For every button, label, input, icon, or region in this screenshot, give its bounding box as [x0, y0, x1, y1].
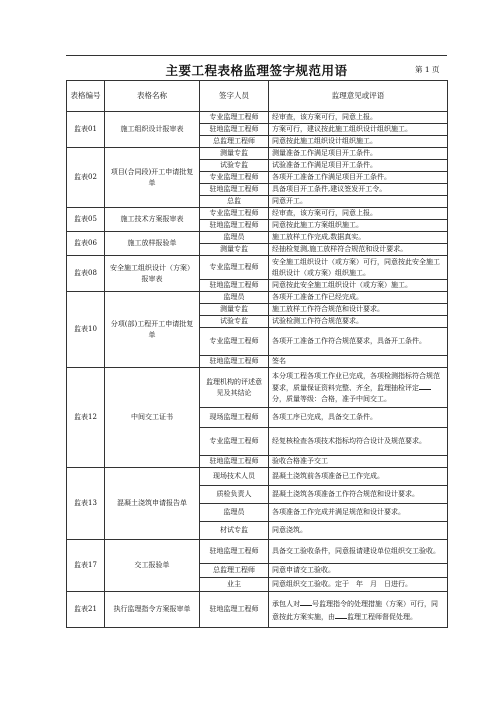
table-header-row	[67, 81, 448, 112]
opinion-text: 承包人对	[272, 600, 300, 608]
opinion: 方案可行，建议按此施工组织设计组织施工。	[269, 124, 448, 136]
signer: 总监理工程师	[200, 564, 269, 578]
opinion: 具备交工验收条件，同意报请建设单位组织交工验收。	[269, 540, 448, 564]
signer: 总监	[200, 196, 269, 208]
header-rule	[66, 55, 447, 56]
signer: 专业监理工程师	[200, 428, 269, 456]
form-code: 监表08	[67, 256, 105, 292]
form-code: 监表13	[67, 468, 105, 540]
form-name: 混凝土浇筑申请报告单	[105, 468, 200, 540]
signer: 试验专监	[200, 316, 269, 328]
opinion: 经审查，该方案可行，同意上报。	[269, 208, 448, 220]
opinion: 混凝土浇筑各项准备工作符合规范和设计要求。	[269, 486, 448, 504]
column-header-name: 表格名称	[105, 81, 200, 112]
opinion-text: 监理工程师督促处理。	[347, 612, 417, 621]
opinion: 同意组织交工验收。定于 年 月 日进行。	[269, 578, 448, 592]
table-row	[67, 112, 448, 124]
opinion: 试验准备工作满足项目开工条件。	[269, 160, 448, 172]
signer: 业主	[200, 578, 269, 592]
form-name: 施工放样报验单	[105, 232, 200, 256]
table-row	[67, 148, 448, 160]
form-code: 监表05	[67, 208, 105, 232]
opinion: 测量准备工作满足项目开工条件。	[269, 148, 448, 160]
opinion: 施工放样工作完成,数据真实。	[269, 232, 448, 244]
fill-blank	[300, 597, 312, 606]
fill-blank	[419, 381, 431, 390]
table-row	[67, 468, 448, 486]
page-title: 主要工程表格监理签字规范用语	[165, 63, 348, 78]
opinion: 混凝土浇筑前各项准备已工作完成。	[269, 468, 448, 486]
signer: 专业监理工程师	[200, 172, 269, 184]
signer: 监理机构的评述意见及其结论	[200, 368, 269, 408]
table-row	[67, 256, 448, 280]
form-code: 监表17	[67, 540, 105, 592]
signature-table	[66, 80, 448, 628]
opinion: 同意开工。	[269, 196, 448, 208]
opinion: 验收合格准予交工	[269, 456, 448, 468]
opinion: 具备项目开工条件,建议签发开工令。	[269, 184, 448, 196]
signer: 材试专监	[200, 522, 269, 540]
signer: 现场技术人员	[200, 468, 269, 486]
form-code: 监表21	[67, 592, 105, 628]
signer: 专业监理工程师	[200, 208, 269, 220]
signer: 驻地监理工程师	[200, 592, 269, 628]
fill-blank	[335, 610, 347, 619]
opinion: 同意浇筑。	[269, 522, 448, 540]
form-code: 监表06	[67, 232, 105, 256]
table-row	[67, 292, 448, 304]
signer: 驻地监理工程师	[200, 456, 269, 468]
signer: 现场监理工程师	[200, 408, 269, 428]
opinion: 施工放样工作符合规范和设计要求。	[269, 304, 448, 316]
signer: 质检负责人	[200, 486, 269, 504]
signer: 驻地监理工程师	[200, 540, 269, 564]
form-code: 监表01	[67, 112, 105, 148]
signer: 专业监理工程师	[200, 256, 269, 280]
opinion: 安全施工组织设计（或方案）可行，同意按此安全施工组织设计（或方案）组织施工。	[269, 256, 448, 280]
form-code: 监表02	[67, 148, 105, 208]
signer: 测量专监	[200, 244, 269, 256]
opinion: 试验检测工作符合规范要求。	[269, 316, 448, 328]
column-header-signer: 签字人员	[200, 81, 269, 112]
opinion: 经抽检复测,施工放样符合规范和设计要求。	[269, 244, 448, 256]
table-row	[67, 592, 448, 628]
opinion: 同意申请交工验收。	[269, 564, 448, 578]
opinion: 各项工序已完成，具备交工条件。	[269, 408, 448, 428]
opinion: 各项开工准备工作符合规范要求，具备开工条件。	[269, 328, 448, 356]
page-number: 第 1 页	[415, 65, 440, 74]
signer: 驻地监理工程师	[200, 280, 269, 292]
form-name: 施工技术方案报审表	[105, 208, 200, 232]
form-name: 分项(部)工程开工申请批复单	[105, 292, 200, 368]
signer: 试验专监	[200, 160, 269, 172]
table-row	[67, 232, 448, 244]
form-name: 中间交工证书	[105, 368, 200, 468]
opinion: 各项准备工作完成并满足规范和设计要求。	[269, 504, 448, 522]
opinion-text: 号监理指令的处理措施（方案）可行，同意按此方案实施，由	[272, 600, 438, 621]
signer: 总监理工程师	[200, 136, 269, 148]
opinion: 各项开工准备工作已经完成。	[269, 292, 448, 304]
signer: 专业监理工程师	[200, 328, 269, 356]
column-header-code: 表格编号	[67, 81, 105, 112]
table-row	[67, 368, 448, 408]
form-name: 安全施工组织设计（方案）报审表	[105, 256, 200, 292]
form-code: 监表10	[67, 292, 105, 368]
form-name: 交工报验单	[105, 540, 200, 592]
signer: 监理员	[200, 504, 269, 522]
form-name: 项目(合同段)开工申请批复单	[105, 148, 200, 208]
signer: 驻地监理工程师	[200, 124, 269, 136]
opinion: 同意按此施工组织设计组织施工。	[269, 136, 448, 148]
form-name: 执行监理指令方案报审单	[105, 592, 200, 628]
opinion: 经复核检查各项技术指标均符合设计及规范要求。	[269, 428, 448, 456]
signer: 测量专监	[200, 148, 269, 160]
opinion: 同意按此安全施工组织设计（或方案）施工。	[269, 280, 448, 292]
opinion: 同意按此施工方案组织施工。	[269, 220, 448, 232]
opinion: 签名	[269, 356, 448, 368]
form-name: 施工组织设计报审表	[105, 112, 200, 148]
opinion-text: 分，质量等级：合格，准予中间交工。	[272, 394, 391, 403]
opinion	[269, 368, 448, 408]
signer: 驻地监理工程师	[200, 356, 269, 368]
signer: 监理员	[200, 232, 269, 244]
signer: 驻地监理工程师	[200, 184, 269, 196]
signer: 监理员	[200, 292, 269, 304]
signer: 专业监理工程师	[200, 112, 269, 124]
signer: 测量专监	[200, 304, 269, 316]
opinion	[269, 592, 448, 628]
table-row	[67, 540, 448, 564]
column-header-opinion: 监理意见或评语	[269, 81, 448, 112]
opinion-text: 本分项工程各项工作业已完成，各项检测指标符合规范要求，质量保证资料完整、齐全，监理抽检评定	[272, 371, 440, 393]
signer: 驻地监理工程师	[200, 220, 269, 232]
form-code: 监表12	[67, 368, 105, 468]
opinion: 经审查，该方案可行，同意上报。	[269, 112, 448, 124]
table-row	[67, 208, 448, 220]
opinion: 各项开工准备工作满足项目开工条件。	[269, 172, 448, 184]
